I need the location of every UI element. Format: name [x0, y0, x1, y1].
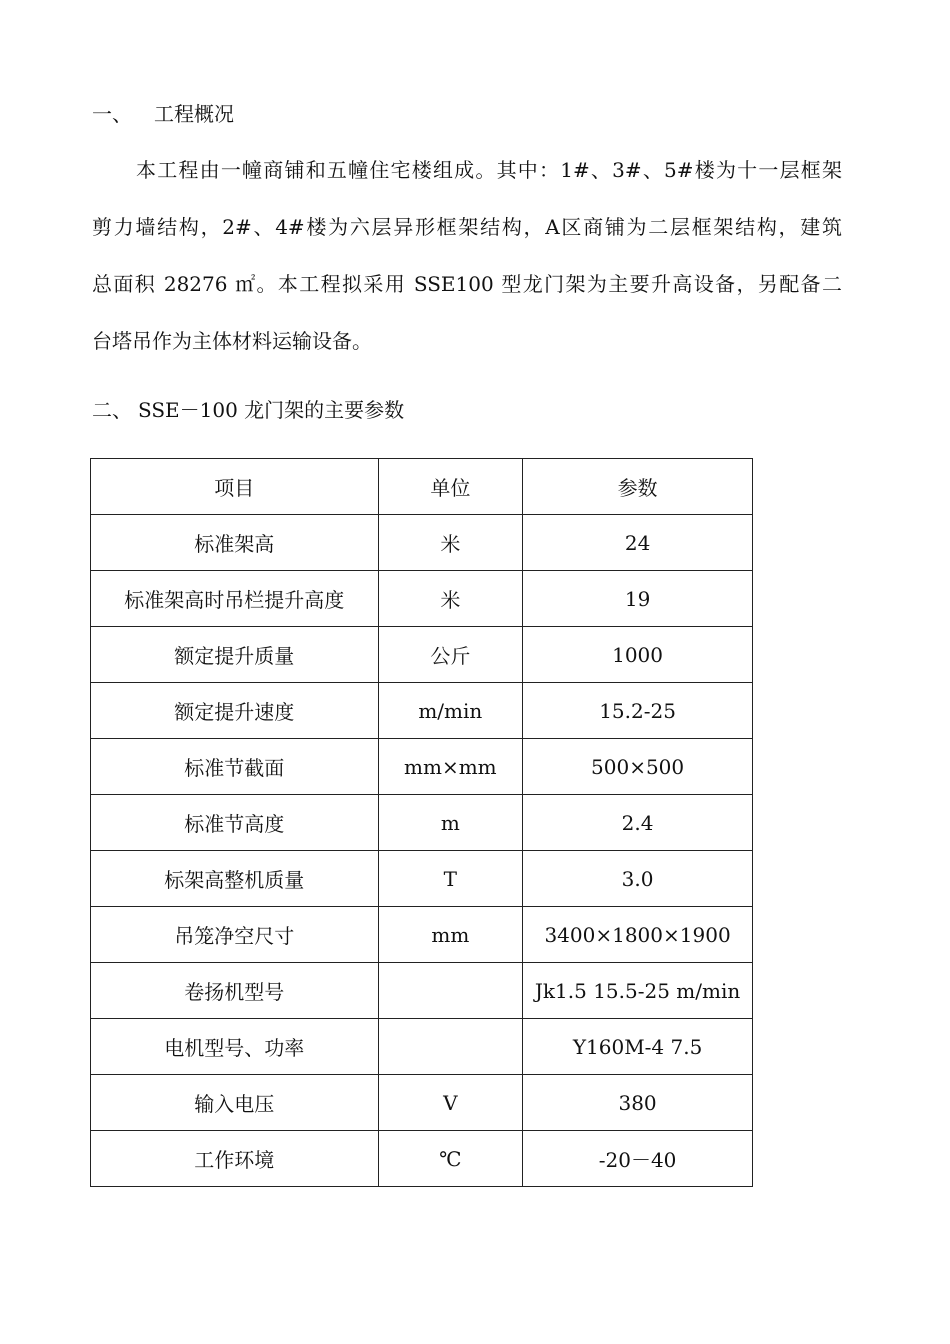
cell-item: 标架高整机质量: [91, 851, 379, 907]
header-item: 项目: [91, 459, 379, 515]
section-1-number: 一、: [92, 102, 132, 126]
parameters-table-body: [91, 459, 753, 1187]
section-1-title: 工程概况: [154, 102, 234, 126]
table-row: [91, 571, 753, 627]
cell-unit: [378, 963, 523, 1019]
cell-item: 标准架高: [91, 515, 379, 571]
cell-value: Y160M-4 7.5: [523, 1019, 753, 1075]
cell-item: 卷扬机型号: [91, 963, 379, 1019]
cell-unit: 米: [378, 571, 523, 627]
table-row: [91, 627, 753, 683]
paragraph-line: 总面积 28276 ㎡。本工程拟采用 SSE100 型龙门架为主要升高设备，另配备二: [92, 272, 842, 296]
cell-item: 工作环境: [91, 1131, 379, 1187]
section-2-number: 二、: [92, 398, 132, 422]
table-row: [91, 1075, 753, 1131]
cell-unit: V: [378, 1075, 523, 1131]
project-overview-paragraph: [92, 140, 842, 368]
cell-unit: ℃: [378, 1131, 523, 1187]
table-row: [91, 683, 753, 739]
paragraph-line: 台塔吊作为主体材料运输设备。: [92, 329, 372, 353]
cell-value: 3400×1800×1900: [523, 907, 753, 963]
cell-value: 3.0: [523, 851, 753, 907]
cell-item: 标准架高时吊栏提升高度: [91, 571, 379, 627]
cell-item: 额定提升速度: [91, 683, 379, 739]
cell-item: 标准节截面: [91, 739, 379, 795]
cell-value: 380: [523, 1075, 753, 1131]
parameters-table: [90, 458, 753, 1187]
cell-unit: [378, 1019, 523, 1075]
cell-item: 标准节高度: [91, 795, 379, 851]
table-row: [91, 1131, 753, 1187]
cell-value: -20－40: [523, 1131, 753, 1187]
cell-item: 输入电压: [91, 1075, 379, 1131]
cell-unit: 公斤: [378, 627, 523, 683]
cell-unit: mm×mm: [378, 739, 523, 795]
cell-value: Jk1.5 15.5-25 m/min: [523, 963, 753, 1019]
cell-value: 24: [523, 515, 753, 571]
table-header-row: [91, 459, 753, 515]
cell-value: 500×500: [523, 739, 753, 795]
cell-value: 2.4: [523, 795, 753, 851]
cell-item: 吊笼净空尺寸: [91, 907, 379, 963]
cell-unit: T: [378, 851, 523, 907]
cell-item: 额定提升质量: [91, 627, 379, 683]
header-unit: 单位: [378, 459, 523, 515]
table-row: [91, 1019, 753, 1075]
table-row: [91, 795, 753, 851]
cell-value: 1000: [523, 627, 753, 683]
table-row: [91, 907, 753, 963]
cell-item: 电机型号、功率: [91, 1019, 379, 1075]
section-2-title: SSE－100 龙门架的主要参数: [138, 398, 405, 422]
section-2-heading: [92, 396, 404, 424]
cell-unit: m: [378, 795, 523, 851]
cell-value: 19: [523, 571, 753, 627]
table-row: [91, 963, 753, 1019]
cell-unit: m/min: [378, 683, 523, 739]
cell-unit: 米: [378, 515, 523, 571]
cell-unit: mm: [378, 907, 523, 963]
paragraph-line: 剪力墙结构，2#、4#楼为六层异形框架结构，A区商铺为二层框架结构，建筑: [92, 215, 842, 239]
section-1-heading: [92, 100, 234, 128]
paragraph-line: 本工程由一幢商铺和五幢住宅楼组成。其中：1#、3#、5#楼为十一层框架: [136, 158, 842, 182]
table-row: [91, 515, 753, 571]
table-row: [91, 851, 753, 907]
header-value: 参数: [523, 459, 753, 515]
table-row: [91, 739, 753, 795]
cell-value: 15.2-25: [523, 683, 753, 739]
